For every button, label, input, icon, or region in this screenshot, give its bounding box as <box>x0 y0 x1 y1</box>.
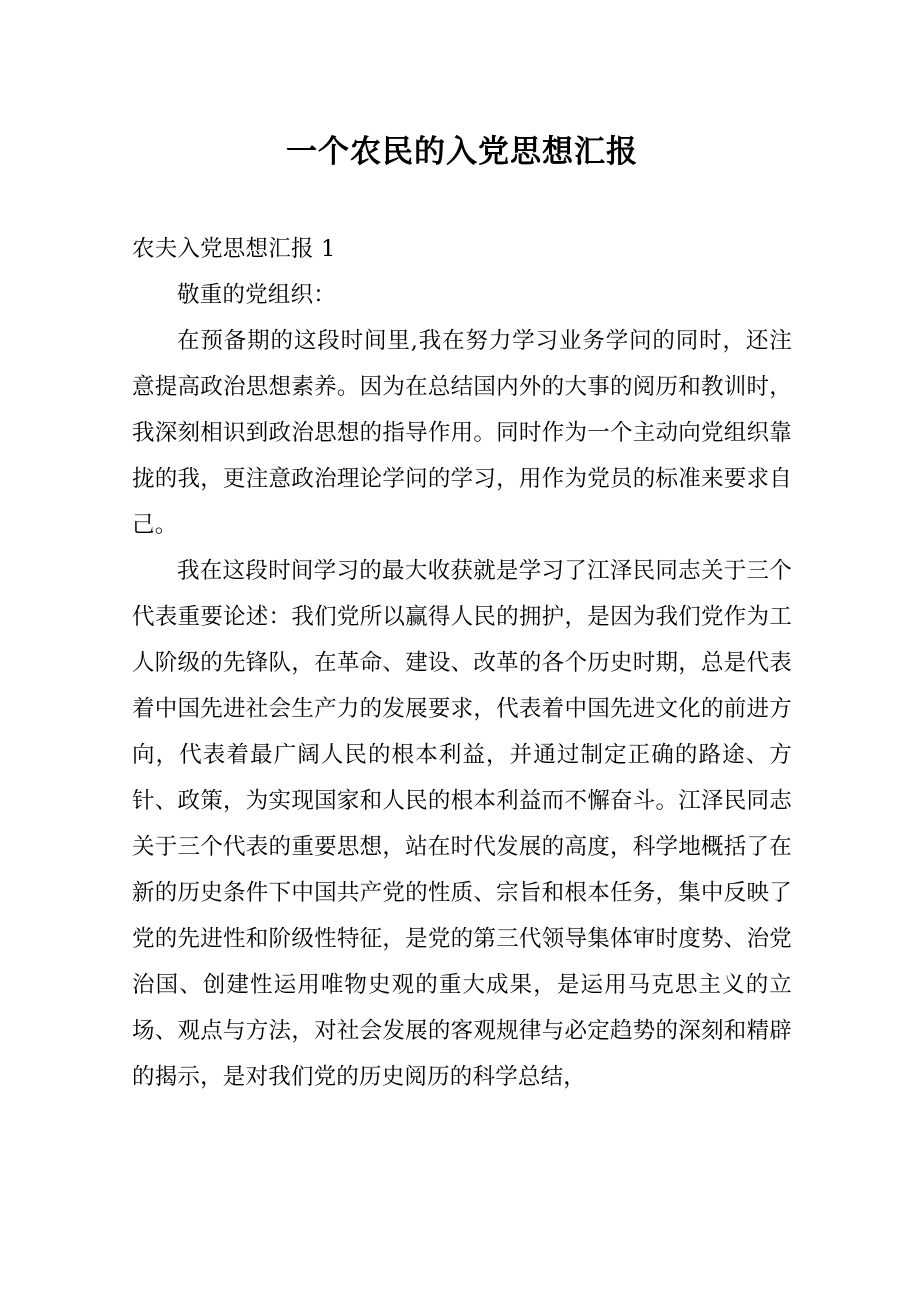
paragraph-body-1: 在预备期的这段时间里,我在努力学习业务学问的同时，还注意提高政治思想素养。因为在总结国内外的大事的阅历和教训时，我深刻相识到政治思想的指导作用。同时作为一个主动向党组织靠拢的我，更注意政治理论学问的学习，用作为党员的标准来要求自己。 <box>132 328 792 539</box>
document-body <box>132 0 792 1100</box>
paragraph-body-2: 我在这段时间学习的最大收获就是学习了江泽民同志关于三个代表重要论述：我们党所以赢得人民的拥护，是因为我们党作为工人阶级的先锋队，在革命、建设、改革的各个历史时期，总是代表着中国先进社会生产力的发展要求，代表着中国先进文化的前进方向，代表着最广阔人民的根本利益，并通过制定正确的路途、方针、政策，为实现国家和人民的根本利益而不懈奋斗。江泽民同志关于三个代表的重要思想，站在时代发展的高度，科学地概括了在新的历史条件下中国共产党的性质、宗旨和根本任务，集中反映了党的先进性和阶级性特征，是党的第三代领导集体审时度势、治党治国、创建性运用唯物史观的重大成果，是运用马克思主义的立场、观点与方法，对社会发展的客观规律与必定趋势的深刻和精辟的揭示，是对我们党的历史阅历的科学总结， <box>132 558 792 1091</box>
paragraph-salutation: 敬重的党组织： <box>177 282 336 309</box>
page-title: 一个农民的入党思想汇报 <box>286 134 638 170</box>
paragraph-heading-line: 农夫入党思想汇报 1 <box>132 236 336 263</box>
